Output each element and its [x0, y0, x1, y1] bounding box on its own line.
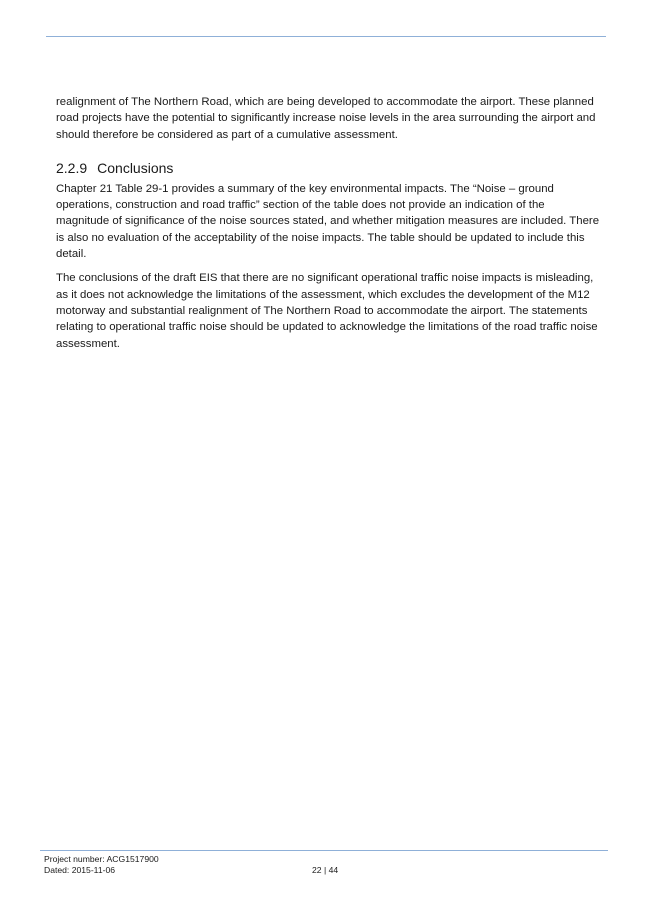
paragraph: The conclusions of the draft EIS that there are no significant operational traffic noise impacts is misleading, as it does not acknowledge the limitations of the assessment, which excludes the development of the M12 motorway and substantial realignment of The Northern Road to accommodate the airport. The statements relating to operational traffic noise should be updated to acknowledge the limitations of the road traffic noise assessment.: [56, 272, 598, 350]
section-title: Conclusions: [97, 159, 174, 176]
page-footer: [44, 854, 604, 875]
paragraph: realignment of The Northern Road, which are being developed to accommodate the airport. These planned road projects have the potential to significantly increase noise levels in the area surrounding the airport and should therefore be considered as part of a cumulative assessment.: [56, 96, 596, 141]
section-heading: [56, 159, 600, 177]
project-number: Project number: ACG1517900: [44, 854, 159, 864]
footer-divider: [40, 850, 608, 851]
section-number: 2.2.9: [56, 159, 88, 176]
document-body: [56, 94, 600, 360]
header-divider: [46, 36, 606, 37]
date-line: Dated: 2015-11-06: [44, 864, 116, 875]
paragraph: Chapter 21 Table 29-1 provides a summary of the key environmental impacts. The “Noise – ground operations, construction and road traffic” section of the table does not provide an indication of the magnitude of significance of the noise sources stated, and whether mitigation measures are included. There is also no evaluation of the acceptability of the noise impacts. The table should be updated to include this detail.: [56, 182, 600, 261]
page-number: 22 | 44: [312, 864, 339, 875]
